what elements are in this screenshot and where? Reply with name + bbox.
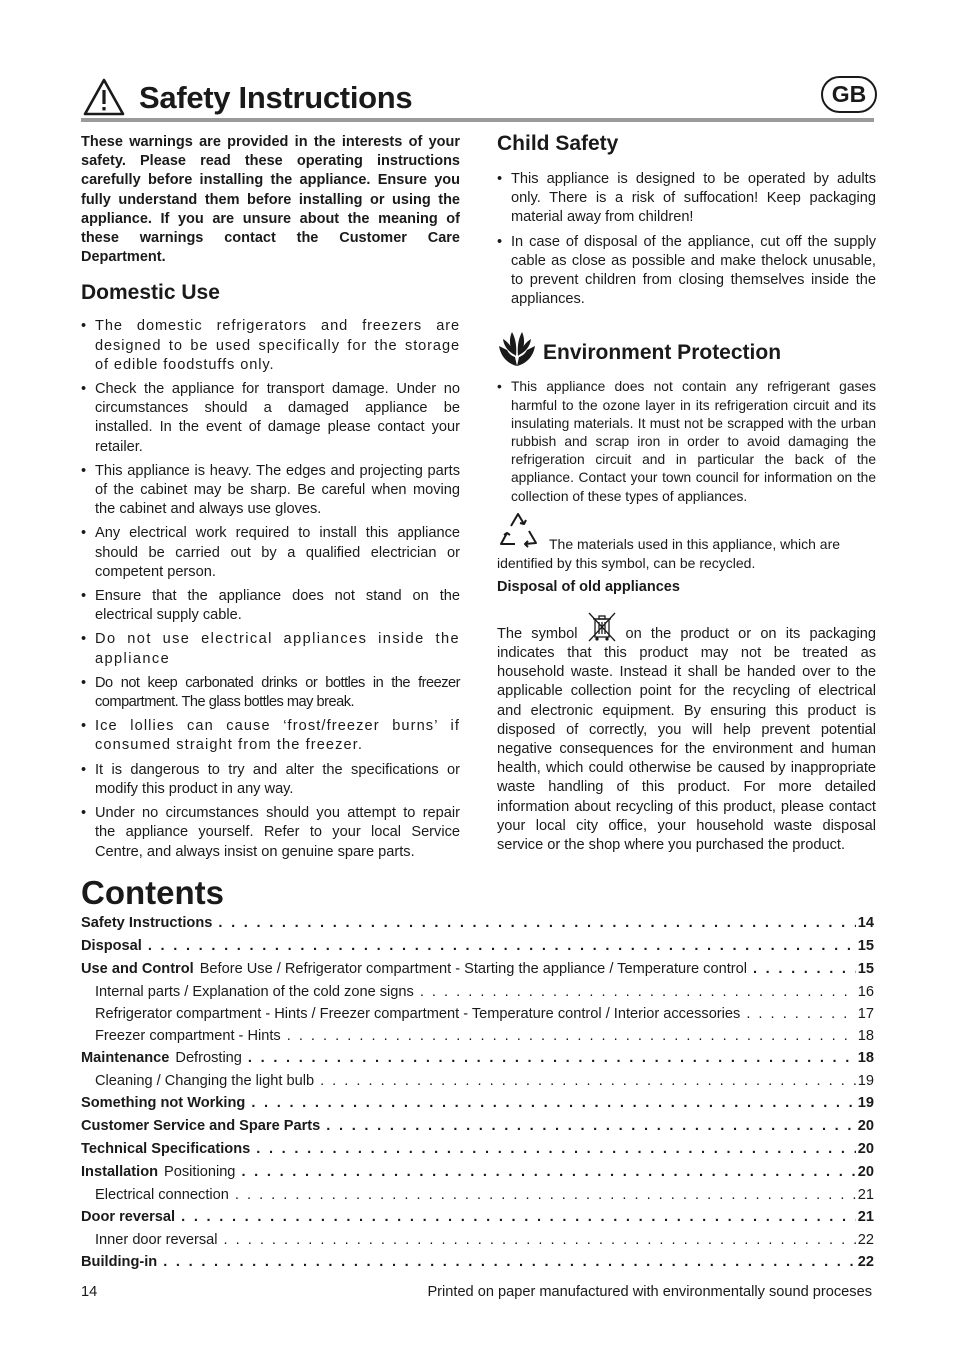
toc-subentry: Cleaning / Changing the light bulb <box>95 1073 315 1089</box>
toc-row[interactable] <box>81 984 874 1006</box>
child-safety-heading: Child Safety <box>497 132 619 155</box>
toc-page: 20 <box>857 1164 874 1180</box>
toc-title: Something not Working <box>81 1095 246 1111</box>
toc-page: 22 <box>857 1232 874 1248</box>
toc-title: Installation <box>81 1164 159 1180</box>
toc-row[interactable] <box>81 1254 874 1277</box>
right-column <box>497 131 876 855</box>
recycle-text: The materials used in this appliance, which are identified by this symbol, can be recycled. <box>497 535 841 571</box>
toc-row[interactable] <box>81 1232 874 1254</box>
toc-subentry: Internal parts / Explanation of the cold zone signs <box>95 984 414 1000</box>
crossed-bin-icon <box>586 611 618 643</box>
toc-subtitle: Positioning <box>164 1164 236 1180</box>
list-item: • Do not use electrical appliances inside the appliance <box>81 630 460 668</box>
toc-subtitle: Before Use / Refrigerator compartment - Starting the appliance / Temperature control <box>199 961 747 977</box>
toc-row[interactable] <box>81 1118 874 1141</box>
child-safety-list <box>497 170 876 309</box>
disposal-paragraph <box>497 611 876 855</box>
toc-title: Maintenance <box>81 1050 170 1066</box>
toc-page: 18 <box>857 1050 874 1066</box>
language-badge: GB <box>821 76 877 113</box>
recycle-note <box>497 511 876 573</box>
disposal-text-after: on the product or on its packaging indicates that this product may not be treated as household waste. Instead it shall be handed over to the applicable collection point for the recycling of electrical and electronic equipment. By ensuring this product is disposed of correctly, you will help prevent potential negative consequences for the environment and human health, which could otherwise be caused by inappropriate waste handling of this product. For more detailed information about recycling of this product, please contact your local city office, your household waste disposal service or the shop where you purchased the product. <box>497 625 876 854</box>
intro-warning: These warnings are provided in the interests of your safety. Please read these operating instructions carefully before installing the appliance. Ensure you fully understand them before installing or using the appliance. If you are unsure about the meaning of these warnings contact the Customer Care Department. <box>81 134 460 266</box>
list-item: • Any electrical work required to install this appliance should be carried out by a qualified electrician or competent person. <box>81 524 460 582</box>
toc-title: Technical Specifications <box>81 1141 251 1157</box>
contents-heading: Contents <box>81 874 224 911</box>
warning-triangle-icon <box>83 78 125 116</box>
toc-page: 21 <box>857 1187 874 1203</box>
toc-row[interactable] <box>81 1073 874 1095</box>
disposal-text-before: The symbol <box>497 625 578 642</box>
toc-row[interactable] <box>81 938 874 961</box>
toc-row[interactable] <box>81 915 874 938</box>
toc-title: Safety Instructions <box>81 915 213 931</box>
list-item: • This appliance is heavy. The edges and projecting parts of the cabinet may be sharp. Be careful when moving the cabinet and always use gloves. <box>81 462 460 520</box>
toc-row[interactable] <box>81 1028 874 1050</box>
disposal-heading: Disposal of old appliances <box>497 578 680 595</box>
toc-page: 22 <box>857 1254 874 1270</box>
list-item: • In case of disposal of the appliance, cut off the supply cable as close as possible and make thelock unusable, to prevent children from closing themselves inside the appliances. <box>497 233 876 310</box>
toc-row[interactable] <box>81 1164 874 1187</box>
toc-subentry: Inner door reversal <box>95 1232 218 1248</box>
toc-page: 19 <box>857 1095 874 1111</box>
toc-title: Door reversal <box>81 1209 176 1225</box>
environment-heading: Environment Protection <box>543 341 782 365</box>
toc-page: 17 <box>857 1006 874 1022</box>
toc-title: Disposal <box>81 938 142 954</box>
toc-row[interactable] <box>81 1095 874 1118</box>
plant-hand-icon <box>497 328 537 368</box>
list-item: • Ice lollies can cause ‘frost/freezer burns’ if consumed straight from the freezer. <box>81 717 460 755</box>
table-of-contents <box>81 915 874 1277</box>
toc-title: Use and Control <box>81 961 194 977</box>
list-item: • This appliance does not contain any refrigerant gases harmful to the ozone layer in its refrigeration circuit and its insulating materials. It must not be scrapped with the urban rubbish and scrap iron in order to avoid damaging the refrigeration circuit and in particular the back of the appliance. Contact your town council for information on the collection of these types of appliances. <box>497 378 876 505</box>
toc-page: 15 <box>857 961 874 977</box>
environment-heading-row <box>497 324 876 368</box>
toc-row[interactable] <box>81 961 874 984</box>
list-item: • The domestic refrigerators and freezers are designed to be used specifically for the storage of edible foodstuffs only. <box>81 317 460 375</box>
domestic-use-heading: Domestic Use <box>81 281 220 305</box>
recycle-icon <box>497 511 539 551</box>
toc-page: 21 <box>857 1209 874 1225</box>
toc-page: 20 <box>857 1118 874 1134</box>
toc-title: Customer Service and Spare Parts <box>81 1118 321 1134</box>
list-item: • Do not keep carbonated drinks or bottles in the freezer compartment. The glass bottles may break. <box>81 674 460 712</box>
page-title: Safety Instructions <box>139 80 413 115</box>
page-header <box>81 72 874 122</box>
toc-page: 19 <box>857 1073 874 1089</box>
toc-row[interactable] <box>81 1187 874 1209</box>
toc-row[interactable] <box>81 1141 874 1164</box>
toc-row[interactable] <box>81 1209 874 1232</box>
toc-title: Building-in <box>81 1254 158 1270</box>
list-item: • This appliance is designed to be operated by adults only. There is a risk of suffocation! Keep packaging material away from children! <box>497 170 876 228</box>
environment-list <box>497 378 876 505</box>
toc-page: 16 <box>857 984 874 1000</box>
toc-subentry: Freezer compartment - Hints <box>95 1028 281 1044</box>
toc-subentry: Refrigerator compartment - Hints / Freezer compartment - Temperature control / Interior accessories <box>95 1006 741 1022</box>
list-item: • Ensure that the appliance does not stand on the electrical supply cable. <box>81 587 460 625</box>
page-number: 14 <box>81 1284 98 1300</box>
left-column <box>81 133 460 867</box>
toc-row[interactable] <box>81 1050 874 1073</box>
toc-page: 18 <box>857 1028 874 1044</box>
toc-row[interactable] <box>81 1006 874 1028</box>
toc-page: 15 <box>857 938 874 954</box>
toc-subentry: Electrical connection <box>95 1187 229 1203</box>
list-item: • It is dangerous to try and alter the specifications or modify this product in any way. <box>81 761 460 799</box>
toc-page: 14 <box>857 915 874 931</box>
list-item: • Check the appliance for transport damage. Under no circumstances should a damaged appliance be installed. In the event of damage please contact your retailer. <box>81 380 460 457</box>
domestic-use-list <box>81 317 460 861</box>
toc-subtitle: Defrosting <box>175 1050 242 1066</box>
printed-note: Printed on paper manufactured with environmentally sound proceses <box>427 1284 872 1300</box>
list-item: • Under no circumstances should you attempt to repair the appliance yourself. Refer to your local Service Centre, and always insist on genuine spare parts. <box>81 804 460 862</box>
toc-page: 20 <box>857 1141 874 1157</box>
